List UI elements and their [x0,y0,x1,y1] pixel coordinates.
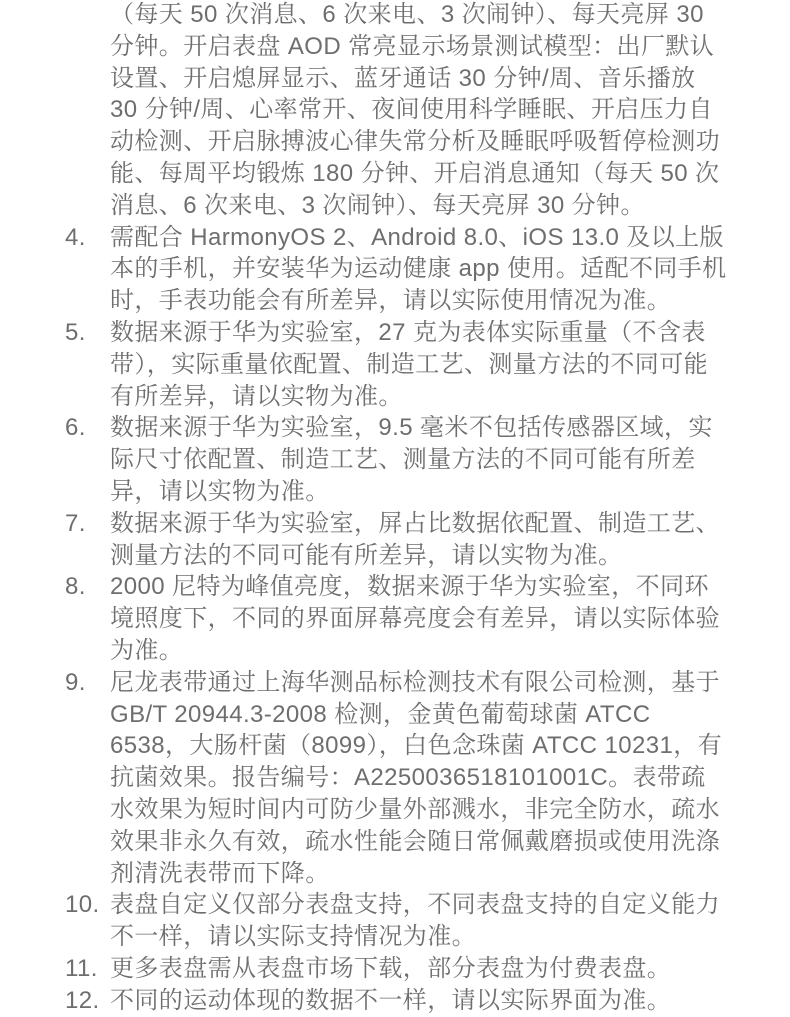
text-line: 30 分钟/周、心率常开、夜间使用科学睡眠、开启压力自 [110,96,713,124]
text-line: 设置、开启熄屏显示、蓝牙通话 30 分钟/周、音乐播放 [110,64,696,92]
text-line: 表盘自定义仅部分表盘支持，不同表盘支持的自定义能力 [110,891,720,919]
list-item-number: 12. [65,986,100,1014]
text-line: 际尺寸依配置、制造工艺、测量方法的不同可能有所差 [110,446,696,474]
list-item [65,889,727,953]
text-line: 本的手机，并安装华为运动健康 app 使用。适配不同手机 [110,255,727,283]
text-line: 抗菌效果。报告编号：A2250036518101001C。表带疏 [110,764,706,792]
text-line: 尼龙表带通过上海华测品标检测技术有限公司检测，基于 [110,668,720,696]
list-item [65,222,727,317]
list-item [65,667,727,890]
text-line: 测量方法的不同可能有所差异，请以实物为准。 [110,541,623,569]
list-item-text [110,317,727,412]
text-line: 2000 尼特为峰值亮度，数据来源于华为实验室，不同环 [110,573,709,601]
text-line: 数据来源于华为实验室，屏占比数据依配置、制造工艺、 [110,509,720,537]
list-item-text [110,953,727,985]
text-line: 剂清洗表带而下降。 [110,859,330,887]
list-item-text [110,667,727,890]
text-line: 境照度下，不同的界面屏幕亮度会有差异，请以实际体验 [110,605,720,633]
list-item-text [110,222,727,317]
list-item-number: 4. [65,223,86,251]
text-line: GB/T 20944.3-2008 检测，金黄色葡萄球菌 ATCC [110,700,651,728]
text-line: 异，请以实物为准。 [110,477,330,505]
list-item-text [110,508,727,572]
text-line: 带），实际重量依配置、制造工艺、测量方法的不同可能 [110,350,708,378]
text-line: 不同的运动体现的数据不一样，请以实际界面为准。 [110,986,672,1014]
text-line: 为准。 [110,636,184,664]
list-item [65,508,727,572]
text-line: 更多表盘需从表盘市场下载，部分表盘为付费表盘。 [110,954,672,982]
list-item-text [110,889,727,953]
list-item [65,317,727,412]
list-item-number: 8. [65,573,86,601]
text-line: 动检测、开启脉搏波心律失常分析及睡眠呼吸暂停检测功 [110,128,720,156]
text-line: 有所差异，请以实物为准。 [110,382,403,410]
list-item [65,985,727,1017]
text-line: 需配合 HarmonyOS 2、Android 8.0、iOS 13.0 及以上版 [110,223,724,251]
text-line: 效果非永久有效，疏水性能会随日常佩戴磨损或使用洗涤 [110,827,720,855]
list-item-text [110,571,727,666]
list-item-number: 11. [65,954,98,982]
text-line: 不一样，请以实际支持情况为准。 [110,923,476,951]
list-item-number: 7. [65,509,86,537]
list-item [65,0,727,222]
list-item [65,412,727,507]
list-item [65,953,727,985]
list-item-text [110,412,727,507]
text-line: 消息、6 次来电、3 次闹钟）、每天亮屏 30 分钟。 [110,191,645,219]
list-item-number: 9. [65,668,86,696]
text-line: 时，手表功能会有所差异，请以实际使用情况为准。 [110,287,672,315]
text-line: 水效果为短时间内可防少量外部溅水，非完全防水，疏水 [110,795,720,823]
list-item [65,571,727,666]
text-line: 数据来源于华为实验室，27 克为表体实际重量（不含表 [110,318,706,346]
text-line: （每天 50 次消息、6 次来电、3 次闹钟）、每天亮屏 30 [110,1,704,28]
text-line: 分钟。开启表盘 AOD 常亮显示场景测试模型：出厂默认 [110,32,715,60]
list-item-text [110,985,727,1017]
list-item-number: 10. [65,891,100,919]
text-line: 能、每周平均锻炼 180 分钟、开启消息通知（每天 50 次 [110,159,720,187]
list-item-number: 5. [65,318,86,346]
list-item-number: 6. [65,414,86,442]
disclaimer-list [65,0,727,1017]
list-item-text [110,0,727,222]
text-line: 6538，大肠杆菌（8099），白色念珠菌 ATCC 10231，有 [110,732,723,760]
text-line: 数据来源于华为实验室，9.5 毫米不包括传感器区域，实 [110,414,713,442]
